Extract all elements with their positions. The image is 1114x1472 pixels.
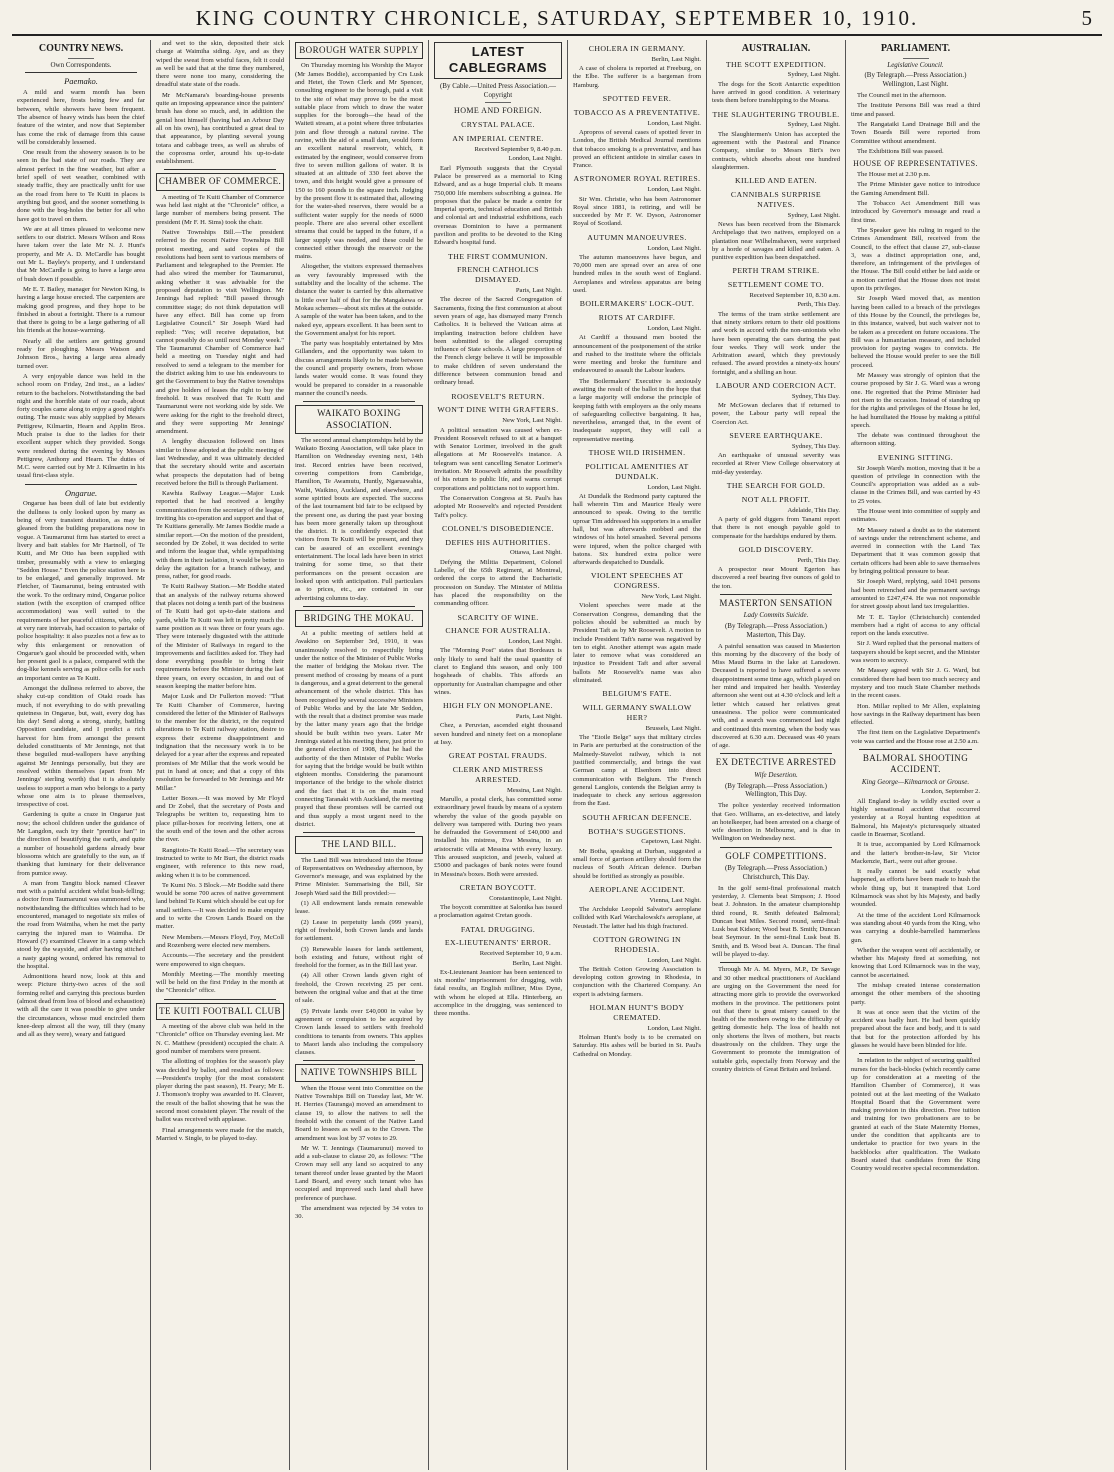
article-title: COTTON GROWING IN RHODESIA. [592, 934, 682, 954]
article-paragraph: Te Kuiti Railway Station.—Mr Boddie stated that an analysis of the railway returns showed that places not doing a tenth part of the business of Te Kuiti had got up-to-date stations and yards, while Te Kuiti was left in pretty much the same position as it was three or four years ago. They were intensely disgusted with the attitude of the Minister of Railways in regard to the improvements and facilities asked for. They had done everything possible to bring their requirements before the Minister during the last three years, on every occasion, in and out of season keeping the matter before him. [156, 583, 284, 690]
divider [25, 72, 137, 73]
article-paragraph: Violent speeches were made at the Conservation Congress, demanding that the policies should be submitted as much by President Taft as by Mr Roosevelt. A motion to include President Taft's name was negatived by ten to eight. Another attempt was again made later to remove what was considered an injustice to President Taft and after several ballots Mr Roosevelt's name was also eliminated. [573, 602, 701, 685]
article-paragraph: Native Townships Bill.—The president referred to the recent Native Townships Bill protest meeting, and said copies of the resolutions had been sent to various members of Parliament and telegraphed to the Premier. He had also wired the member for Taumarunui, asking whether it was advisable for the proposed deputation to visit Wellington. Mr Jennings had replied: "Bill passed through committee stage; do not think deputation will have any effect. Bill has come up from Legislative Council." Sir Joseph Ward had replied: "Yes; will receive deputation, but cannot possibly do so until next Monday week." The Taumarunui Chamber of Commerce had held a meeting on Tuesday night and had resolved to send a telegram to the member for the district asking him to use his endeavours to get the Government to buy the Native townships and give holders of leases the right to buy the freehold. It was resolved that Te Kuiti and Taumarunui were not working side by side. We were asking for the right to the freehold direct, and they were supporting Mr Jennings' amendment. [156, 228, 285, 436]
dateline: Berlin, Last Night. [651, 55, 701, 63]
article-paragraph: The Speaker gave his ruling in regard to the Crimes Amendment Bill, received from the Council, to the effect that clause 27, sub-clause 3, was a distinct appropriation one, and, therefore, an infringement of the privileges of the House. The Bill could either be laid aside or a motion carried that the House does not insist upon its privileges. [851, 226, 980, 293]
article-paragraph: A very enjoyable dance was held in the school room on Friday, 2nd inst., as a ladies' return to the bachelors. Notwithstanding the bad night and the horrible state of our roads, about forty couples came along to enjoy a good night's outing. The music was ably supplied by Messrs Pettigrew, Kilmartin, Hearn and Applin Bros. Much praise is due to the ladies for their excellent supper which they provided. Songs were rendered during the evening by Messrs Pettigrew, Anthony and Hearn. The duties of M.C. were carried out by Mr J. Kilmartin in his usual first-class style. [17, 372, 145, 480]
article-paragraph: The terms of the tram strike settlement are that ninety strikers return to their old positions and work in accord with the non-unionists who have been operating the cars during the past four weeks. They will work under the Arbitration award, which they previously refused. The award provides a ninety-six hours' fortnight, and a shilling an hour. [712, 310, 840, 376]
divider [903, 58, 929, 59]
byline: (By Telegraph.—Press Association.) Wellington, Last Night. [864, 71, 967, 89]
column-1 [12, 40, 151, 1470]
dateline: London, Last Night. [647, 186, 701, 194]
column-4 [429, 40, 568, 1470]
divider [859, 1053, 972, 1054]
received-line: Received September 9, 8.40 p.m. [474, 146, 562, 154]
dateline: London, Last Night. [508, 155, 562, 163]
article-paragraph: The party was hospitably entertained by Mrs Gillanders, and the opportunity was taken to discuss arrangements likely to be made between the council and property owners, from whose lands water would come. It was found they would be prepared to consider in a reasonable manner the council's needs. [295, 340, 423, 397]
article-paragraph: Mr Massey was strongly of opinion that the course proposed by Sir J. G. Ward was a wrong one. He regretted that the Prime Minister had not risen to the occasion. Instead of standing up for the rights and privileges of the House he led, he had humiliated the House by making a pitiful speech. [851, 372, 980, 429]
article-paragraph: The Boilermakers' Executive is anxiously awaiting the result of the ballot in the hope that a large majority will endorse the principle of keeping faith with employers as the only means of safeguarding collective bargaining. It has, nevertheless, arranged that, in the event of inadequate support, they will call a representative meeting. [573, 377, 701, 443]
article-title: CRYSTAL PALACE. [461, 120, 535, 130]
dateline: London, Last Night. [647, 244, 701, 252]
article-paragraph: (3) Renewable leases for lands settlement, both existing and future, without right of freehold for the former, as in the Bill last year. [295, 945, 423, 970]
article-title: CRETAN BOYCOTT. [459, 882, 537, 892]
article-subtitle: CLERK AND MISTRESS ARRESTED. [452, 765, 544, 784]
article-title: ASTRONOMER ROYAL RETIRES. [573, 174, 701, 184]
article-paragraph: Ex-Lieutenant Jeanicer has been sentenced to six months' imprisonment for drugging, with fatal results, an English milliner, Miss Dyne, with whom he eloped at Ella. Hinterberg, an accomplice in the drugging, was sentenced to three months. [434, 968, 562, 1018]
divider [720, 753, 832, 754]
article-paragraph: Nearly all the settlers are getting ground ready for ploughing. Messrs Watson and Johnson Bros., having a large area already turned over. [17, 337, 145, 370]
article-paragraph: New Members.—Messrs Floyd, Foy, McColl and Rozenberg were elected new members. [156, 933, 284, 949]
divider [720, 847, 832, 848]
article-paragraph: The House went into committee of supply and estimates. [851, 507, 980, 524]
masthead-title: KING COUNTRY CHRONICLE, SATURDAY, SEPTEMBER 10, 1910. [195, 6, 919, 30]
article-title: HIGH FLY ON MONOPLANE. [443, 701, 553, 711]
article-title: SPOTTED FEVER. [602, 94, 672, 103]
article-subtitle: EX-LIEUTENANTS' ERROR. [444, 938, 552, 948]
dateline: London, Last Night. [647, 483, 701, 491]
article-paragraph: A lengthy discussion followed on lines similar to those adopted at the public meeting of last Wednesday, and it was ultimately decided that the secretary should write and ascertain what prospects the deputation had of being received before the Bill is through Parliament. [156, 438, 284, 487]
article-paragraph: Sir Wm. Christie, who has been Astronomer Royal since 1881, is retiring, and will be succeeded by Mr F. W. Dyson, Astronomer Royal of Scotland. [573, 195, 701, 228]
dateline: London, Last Night. [647, 119, 701, 127]
article-paragraph: At Dundalk the Redmond party captured the hall wherein Tim and Maurice Healy were announced to speak. Owing to the terrific uproar Tim addressed his supporters in a smaller hall, but was afterwards mobbed and the windows of his hotel smashed. Several persons were injured, when the police charged with batons. Six hundred extra police were afterwards despatched to Dundalk. [573, 492, 702, 567]
article-paragraph: Mr Botha, speaking at Durban, suggested a small force of garrison artillery should form the nucleus of South African defence. Durban should be fortified as strongly as possible. [573, 847, 701, 880]
article-paragraph: Chez, a Peruvian, ascended eight thousand seven hundred and ninety feet on a monoplane at Issy. [434, 722, 562, 746]
article-paragraph: It really cannot be said exactly what happened, as efforts have been made to hush the whole thing up, but it transpired that Lord Kilmarnock was shot by his Majesty, and badly wounded. [851, 868, 980, 909]
article-title: VIOLENT SPEECHES AT CONGRESS. [590, 571, 684, 591]
article-paragraph: The dogs for the Scott Antarctic expedition have arrived in good condition. A veterinary tests them before transhipping to the Moana. [712, 80, 840, 105]
article-paragraph: Accounts.—The secretary and the president were empowered to sign cheques. [156, 952, 284, 968]
article-paragraph: Defying the Militia Department, Colonel Labelle, of the 65th Regiment, at Montreal, ordered the corps to attend the Eucharistic procession on Sunday. The Minister of Militia has placed the responsibility on the commanding officer. [434, 558, 562, 608]
article-title: EVENING SITTING. [877, 452, 954, 462]
article-title: BALMORAL SHOOTING ACCIDENT. [862, 753, 969, 775]
article-paragraph: The Rangataiki Land Drainage Bill and the Town Boards Bill were reported from Committee without amendment. [851, 120, 980, 145]
section-heading: COUNTRY NEWS. [38, 43, 124, 54]
article-title: HOUSE OF REPRESENTATIVES. [853, 159, 978, 169]
byline: (By Telegraph.—Press Association.) Christchurch, This Day. [724, 864, 828, 881]
page-number: 5 [1081, 6, 1094, 30]
article-paragraph: (1) All endowment lands remain renewable lease. [295, 900, 423, 916]
article-paragraph: Mr T. E. Taylor (Christchurch) contended members had a right of access to any official report on the lands executive. [851, 613, 980, 638]
article-title: COLONEL'S DISOBEDIENCE. [442, 523, 554, 533]
divider [859, 749, 972, 750]
divider [303, 832, 415, 833]
article-paragraph: A prospector near Mount Egerton has discovered a reef bearing five ounces of gold to the ton. [712, 565, 840, 590]
article-subtitle: CANNIBALS SURPRISE NATIVES. [730, 190, 822, 209]
section-heading: HOME AND FOREIGN. [454, 106, 542, 116]
article-paragraph: The Slaughtermen's Union has accepted the agreement with the Pastoral and Finance Company, similar to Messrs Birt's two contracts, which absorbs about one hundred slaughtermen. [712, 130, 840, 171]
article-title: THE SLAUGHTERING TROUBLE. [712, 109, 840, 119]
dateline: Perth, This Day. [797, 556, 840, 564]
article-paragraph: In relation to the subject of securing qualified nurses for the back-blocks (which recently came up for consideration at a meeting of the Hamilton Chamber of Commerce), it was pointed out at the last meeting of the Waikato Hospital Board that the Government were making provision in this direction. Free tuition and training for two probationers are to be granted at each of the State Maternity Homes, under the condition that applicants are to undertake to practice for two years in the backblocks after qualification. The Waikato Board stated that candidates from the King Country would receive special recommendation. [851, 1057, 980, 1173]
article-title: CHAMBER OF COMMERCE. [156, 173, 284, 190]
article-title: ROOSEVELT'S RETURN. [451, 391, 545, 401]
dateline: Paris, Last Night. [515, 287, 562, 295]
article-title: SOUTH AFRICAN DEFENCE. [582, 812, 692, 822]
article-subtitle: SETTLEMENT COME TO. [727, 280, 825, 290]
column-2 [151, 40, 290, 1470]
dateline: Sydney, Last Night. [787, 121, 840, 129]
article-paragraph: Hon. Millar replied to Mr Allen, explaining how savings in the Railway department has been effected. [851, 702, 980, 727]
article-paragraph: An earthquake of unusual severity was recorded at River View College observatory at mid-day yesterday. [712, 452, 840, 476]
article-subtitle: RIOTS AT CARDIFF. [598, 313, 676, 323]
article-subtitle: WILL GERMANY SWALLOW HER? [582, 703, 692, 722]
article-subtitle: NOT ALL PROFIT. [741, 494, 811, 504]
article-title: GOLF COMPETITIONS. [725, 850, 827, 861]
article-paragraph: Sir Joseph Ward's motion, moving that it be a question of privilege in connection with the Council's appropriation was added as a sub-clause in the Crimes Bill, and was carried by 43 to 25 votes. [851, 464, 980, 505]
article-paragraph: Mr W. T. Jennings (Taumarunui) moved to add a sub-clause to clause 20, as follows: "The Crown may sell any land so acquired to any tenant thereof under lease granted by the Maori Land Board, and every such tenant who has occupied and improved such land shall have preference of purchase. [295, 1144, 423, 1202]
dateline: London, Last Night. [508, 638, 562, 646]
article-title: KILLED AND EATEN. [735, 176, 817, 186]
article-paragraph: The Council met in the afternoon. [857, 92, 947, 100]
article-paragraph: When the House went into Committee on the Native Townships Bill on Tuesday last, Mr W. H. Herries (Tauranga) moved an amendment to clause 19, to allow the natives to sell the freehold with the consent of the Native Land Board to lessees as well as to the Crown. The amendment was lost by 37 votes to 29. [295, 1084, 423, 1142]
article-title: SCARCITY OF WINE. [457, 612, 539, 622]
article-paragraph: Mr McNamara's boarding-house presents quite an imposing appearance since the painters' brush has done so much, and, in addition the genial host himself (having had an Arbour Day all on his own), has contributed a great deal to that appearance, by planting several young totara and cabbage trees, as well as shrubs of the coprosma order, around his up-to-date establishment. [156, 91, 284, 166]
section-subheading: Own Correspondents. [50, 60, 112, 69]
article-paragraph: The Land Bill was introduced into the House of Representatives on Wednesday afternoon, by Governor's message, and was explained by the Prime Minister. Summarising the Bill, Sir Joseph Ward said the Bill provided:— [295, 856, 423, 897]
article-title: CHOLERA IN GERMANY. [588, 44, 686, 53]
article-paragraph: (4) All other Crown lands given right of freehold, the Crown receiving 25 per cent. between the original value and that at the time of sale. [295, 972, 423, 1005]
dateline: London, Last Night. [647, 1024, 701, 1032]
divider [164, 169, 276, 170]
article-paragraph: The British Cotton Growing Association is developing cotton growing in Rhodesia, in conjunction with the Chartered Company. An expert is advising farmers. [573, 965, 701, 998]
article-title: SEVERE EARTHQUAKE. [729, 431, 823, 440]
article-title: EX DETECTIVE ARRESTED [715, 757, 837, 768]
article-subtitle: WON'T DINE WITH GRAFTERS. [437, 405, 559, 415]
article-title: FATAL DRUGGING. [460, 924, 536, 934]
article-title: THOSE WILD IRISHMEN. [588, 448, 686, 458]
article-title: Legislative Council. [887, 60, 944, 69]
article-title: BOROUGH WATER SUPPLY [295, 42, 423, 59]
section-heading: PARLIAMENT. [880, 43, 951, 54]
dateline: Brussels, Last Night. [645, 724, 701, 732]
article-paragraph: (5) Private lands over £40,000 in value by agreement or compulsion to be acquired by Crown lands lessed to settlers with freehold conditions to tenants from owners. This applies to Maori lands also including the compulsory clauses. [295, 1007, 423, 1057]
article-paragraph: Letter Boxes.—It was moved by Mr Floyd and Dr Zobel, that the secretary of Posts and Telegraphs be written to, requesting him to place pillar-boxes for receiving letters, one at the south end of the town and the other across the river. [156, 794, 284, 844]
article-paragraph: A meeting of the above club was held in the "Chronicle" office on Thursday evening last. Mr N. C. Matthew (president) occupied the chair. A good number of members were present. [156, 1023, 284, 1055]
article-paragraph: The Exhibitions Bill was passed. [857, 147, 944, 155]
dateline: Sydney, This Day. [791, 392, 840, 400]
article-title: GREAT POSTAL FRAUDS. [448, 751, 548, 761]
article-paragraph: Monthly Meeting.—The monthly meeting will be held on the first Friday in the month at the "Chronicle" office. [156, 970, 284, 995]
dateline: Ottawa, Last Night. [509, 549, 562, 557]
dateline: New York, Last Night. [641, 593, 701, 601]
divider [68, 58, 94, 59]
dateline: Sydney, This Day. [791, 442, 840, 450]
article-subtitle: FRENCH CATHOLICS DISMAYED. [457, 265, 539, 285]
article-subtitle: King George—Kilmarnock or Grouse. [861, 777, 970, 786]
dateline: Sydney, Last Night. [787, 71, 840, 79]
article-paragraph: Kawhia Railway League.—Major Lusk reported that he had received a lengthy communication from the secretary of the league, inviting his co-operation and support and that of Te Kuitians generally. Mr James Boddie made a similar report.—On the motion of the president, seconded by Dr Zobel, it was decided to write and inform the league that, while sympathising with them in their isolation, it would be better to delay the agitation for a branch railway, and press, rather, for good roads. [156, 490, 284, 581]
column-5 [568, 40, 707, 1470]
article-subtitle: BOTHA'S SUGGESTIONS. [588, 826, 686, 836]
article-paragraph: Final arrangements were made for the match, Married v. Single, to be played to-day. [156, 1126, 284, 1142]
article-paragraph: Mr E. T. Bailey, manager for Newton King, is having a large house erected. The carpenters are making good progress, and they hope to be finished in about a fortnight. There is a rumour that there is going to be a large gathering of all his friends at the house-warming. [17, 285, 145, 335]
article-title: PERTH TRAM STRIKE. [732, 266, 820, 276]
article-paragraph: Through Mr A. M. Myers, M.P., Dr Savage and 30 other medical practitioners of Auckland are urging on the Government the need for attracting more girls to provide the overworked mothers in the province. The petitioners point out that there is great misery caused to the health of the mothers owing to the difficulty of getting domestic help. The loss of health not only shortens the lives of mothers, but reacts disastrously on the children. They urge the Government to promote the immigration of suitable girls, especially from Norway and the country districts of Great Britain and Ireland. [712, 966, 840, 1073]
dateline: Sydney, Last Night. [787, 211, 840, 219]
article-paragraph: At a public meeting of settlers held at Awakino on September 3rd, 1910, it was unanimously resolved to respectfully bring under the notice of the Minister of Public Works the matter of bridging the Mokau river. The present method of crossing by means of a punt is dangerous, and a great deterrent to the general advancement of the whole district. This has been recognised by several successive Ministers of Public Works and by the late Mr Seddon, with the result that a distinct promise was made by the latter many years ago that the bridge should be built within two years. Later Mr Jennings stated at his meeting there, just prior to the general election of 1908, that he had the authority of the then Minister of Public Works for saying that the bridge would be built within eighteen months. Considering the paramount importance of the bridge to the whole district and the fact that it is on the main road connecting Taranaki with Auckland, the meeting prayed that these promises will be carried out and thus supply a most urgent need to the district. [295, 630, 423, 828]
column-6 [707, 40, 846, 1470]
article-paragraph: The Prime Minister gave notice to introduce the Gaming Amendment Bill. [851, 181, 980, 197]
dateline: Adelaide, This Day. [787, 506, 840, 514]
article-paragraph: All England to-day is wildly excited over a highly sensational accident that occurred yesterday at a Royal hunting expedition at Balmoral, his Majesty's picturesquely situated castle in Braemar, Scotland. [851, 797, 980, 838]
article-title: GOLD DISCOVERY. [738, 544, 814, 554]
article-paragraph: Apropros of several cases of spotted fever in London, the British Medical Journal mentions that tobacco smoking is a preventative, and has proved an efficient antidote in similar cases in France. [573, 128, 701, 170]
article-paragraph: Marullo, a postal clerk, has committed some extraordinary jewel frauds by means of a system whereby the value of the goods payable on delivery was tampered with. During two years he defrauded the Government of £40,000 and installed his mistress, Eva Messina, in an aristocratic villa at Messina with every luxury. This aroused suspicion, and jewels, valued at £5000 and packages of bank notes were found in Messina's boxes. Both were arrested. [434, 795, 562, 878]
article-title: TE KUITI FOOTBALL CLUB [156, 1003, 284, 1020]
article-paragraph: Mr Massey raised a doubt as to the statement of savings under the retrenchment scheme, and averred in connection with the Land Tax Department that it was common gossip that certain officers had been able to save themselves by bringing political pressure to bear. [851, 526, 980, 576]
article-paragraph: Mr Massey agreed with Sir J. G. Ward, but considered there had been too much secrecy and mystery and too much State Chamber methods in the recent cases. [851, 667, 980, 700]
received-line: Received September 10, 9 a.m. [479, 950, 562, 958]
article-paragraph: The amendment was rejected by 34 votes to 30. [295, 1204, 423, 1221]
article-paragraph: and wet to the skin, deposited their sick charge at Waimiha siding. Aye, and as they wiped the sweat from wistful faces, felt it could as well be said that at the time they numbered, there were none too many, considering the dreadful state state of the roads. [156, 40, 284, 89]
article-paragraph: News has been received from the Bismarck Archipelago that two natives, employed on a plantation near Wilhelmshaven, were surprised by a horde of savages and killed and eaten. A punitive expedition has been despatched. [712, 220, 840, 262]
article-title: AUTUMN MANOEUVRES. [587, 232, 687, 242]
article-paragraph: A man from Tangitu block named Cleaver met with a painful accident whilst bush-felling; a doctor from Taumarunui was summoned who, notwithstanding the difficulties which had to be encountered, managed to negotiate six miles of the road from Waimiha, when he met the party carrying the injured man to Waimiha. Dr Howard (?) examined Cleaver in a camp which stood by the wayside, and after having stitched a nasty gaping wound, ordered his removal to the hospital. [17, 879, 145, 970]
article-paragraph: Earl Plymouth suggests that the Crystal Palace be preserved as a memorial to King Edward, and as a huge Imperial club. It means 750,000 life members subscribing a guinea. He proposes that the palace be made a centre for Imperial sports, technical education and British and colonial art and industrial exhibitions, each overseas Dominion to have a permanent pavilion and profits to be devoted to the King Edward's hospital fund. [434, 164, 562, 247]
article-title: THE LAND BILL. [295, 836, 423, 853]
article-subtitle: Wife Desertion. [754, 770, 798, 779]
article-paragraph: The "Morning Post" states that Bordeaux is only likely to send half the usual quantity of claret to England this season, and only 100 hogsheads of chablis. This affords an opportunity for Australian champagne and other wines. [434, 647, 562, 696]
divider [303, 606, 415, 607]
divider [303, 401, 415, 402]
divider [164, 999, 276, 1000]
article-title: MASTERTON SENSATION [719, 597, 833, 608]
divider [25, 484, 137, 485]
article-paragraph: The boycott committee at Salonika has issued a proclamation against Cretan goods. [434, 904, 562, 920]
article-paragraph: The Tobacco Act Amendment Bill was introduced by Governor's message and read a first time. [851, 200, 980, 224]
article-title: THE FIRST COMMUNION. [448, 251, 548, 261]
article-paragraph: (2) Lease in perpetuity lands (999 years), right of freehold, both Crown lands and lands for settlement. [295, 918, 423, 943]
dateline: Messina, Last Night. [507, 786, 562, 794]
byline: (By Cable.—United Press Association.—Copyright [439, 81, 557, 99]
divider [720, 594, 832, 595]
article-paragraph: It is true, accompanied by Lord Kilmarnock and the latter's brother-in-law, Sir Victor Mackenzie, Bart., were out after grouse. [851, 841, 980, 865]
divider [720, 962, 832, 963]
article-paragraph: A case of cholera is reported at Freeburg, on the Elbe. The sufferer is a bargeman from Hamburg. [573, 65, 701, 89]
article-paragraph: We are at all times pleased to welcome new settlers to our district. Messrs Wilson and Ross have taken over the late Mr N. J. Hunt's property, and Mr A. D. McCardle has bought out Mr L. Bayley's property, and I understand that Mr McCardle is going to have a large area of bush down if possible. [17, 225, 145, 283]
article-paragraph: A painful sensation was caused in Masterton this morning by the discovery of the body of Miss Maud Burns in the lake at Lansdown. Deceased is reported to have suffered a severe disappointment some time ago, which played on her mind and impaired her health. Yesterday afternoon she went out at 4.30 o'clock and left a letter which caused her relatives great uneasiness. The police were communicated with, and a search was commenced last night and continued this morning, when the body was discovered at 6.30 a.m. Deceased was 40 years of age. [712, 642, 840, 750]
article-title: LABOUR AND COERCION ACT. [715, 381, 837, 390]
article-subtitle: TOBACCO AS A PREVENTATIVE. [573, 107, 701, 117]
article-paragraph: The House met at 2.30 p.m. [857, 171, 931, 179]
article-paragraph: A political sensation was caused when ex-President Roosevelt refused to sit at a banquet with Senator Lorimer, involved in the graft allegations at Mr Roosevelt's instance. A telegram was sent cancelling Senator Lorimer's invitation. Mr Roosevelt admits the possibility of his return to public life, and warns corrupt corporations and politicians not to support him. [434, 426, 562, 492]
article-title: NATIVE TOWNSHIPS BILL [295, 1064, 423, 1081]
article-paragraph: Rangitoto-Te Kuiti Road.—The secretary was instructed to write to Mr Burt, the district roads engineer, with reference to this new road, asking when it is to be commenced. [156, 846, 284, 879]
article-paragraph: The mishap created intense consternation amongst the other members of the shooting party. [851, 982, 980, 1006]
column-7 [846, 40, 985, 1470]
divider [303, 1060, 415, 1061]
article-title: BOILERMAKERS' LOCK-OUT. [579, 299, 695, 309]
article-paragraph: At Cardiff a thousand men booted the announcement of the postponement of the strike and rushed to the institute where the officials were meeting and broke the furniture and endeavoured to assault the Labour leaders. [573, 334, 701, 375]
dateline: Capetown, Last Night. [641, 838, 701, 846]
article-subtitle: DEFIES HIS AUTHORITIES. [445, 537, 551, 547]
article-paragraph: The autumn manoeuvres have begun, and 70,000 men are spread over an area of one hundred miles in the south west of England. Aeroplanes and wireless apparatus are being used. [573, 253, 701, 294]
article-title: WAIKATO BOXING ASSOCIATION. [295, 405, 423, 434]
article-paragraph: One result from the showery season is to be seen in the bad state of our roads. They are almost perfect in the fine weather, but after a brief spell of wet weather, combined with steady traffic, they are practically unfit for use as the road from here to Te Kuiti in places is anything but good, and the sooner something is done with the bog-holes the better for all who have got to travel on them. [17, 149, 145, 223]
article-subtitle: AN IMPERIAL CENTRE. [452, 134, 544, 144]
article-paragraph: Admonitions heard now, look at this and weep: Picture thirty-two acres of the soil forming relief and carrying this precious burden (almost dead from loss of blood and exhaustion) with all the care it was possible to give under the circumstances, whose mud encircled them knee-deep almost all the way, till they (many and all as they were), weary and fatigued [17, 973, 145, 1039]
dateline: London, September 2. [921, 788, 980, 796]
article-paragraph: The Institute Persons Bill was read a third time and passed. [851, 102, 980, 118]
article-title: BELGIUM'S FATE. [602, 689, 672, 699]
article-paragraph: The police yesterday received information that Geo. Williams, an ex-detective, and lately an hotelkeeper, had been arrested on a charge of wife desertion in Melbourne, and is due in Wellington on Wednesday next. [712, 802, 840, 843]
article-title: HOLMAN HUNT'S BODY CREMATED. [589, 1003, 685, 1022]
article-paragraph: Gardening is quite a craze in Ongarue just now; the school children under the guidance of Mr Langdon, each try their "prentice han'" in the direction of beautifying the earth, and quite a number of household gardens already bear blossoms which are gratefully to the sun, as if thanking that luminary for their deliverance from pumice sway. [17, 811, 145, 877]
article-paragraph: The "Etoile Belge" says that military circles in Paris are perturbed at the construction of the Malmedy-Stavelot railway, which is not justified commercially, and brings the vast German camp at Elsenborn into direct communication with Belgium. The French general Langlois, contends the Belgian army is inadequate to check any serious aggression from the East. [573, 734, 701, 808]
article-paragraph: Sir J. Ward replied that the personal matters of taxpayers should be kept secret, and the Minister was sworn to secrecy. [851, 640, 980, 665]
received-line: Received September 10, 8.30 a.m. [749, 292, 840, 300]
article-paragraph: The Archduke Leopold Salvator's aeroplane collided with Karl Warchalowski's aeroplane, at Neustadt. The latter had his thigh fractured. [573, 906, 701, 930]
article-subtitle: CHANCE FOR AUSTRALIA. [445, 626, 551, 636]
article-paragraph: Altogether, the visitors expressed themselves as very favourably impressed with the suitability and the locality of the scheme. The distance the water is carried by this alternative is little over half of that for the Mangakewa or Mokau schemes—about six miles at the outside. A sample of the water has been taken, and to the naked eye, appears excellent. It has been sent to the Government analyst for his report. [295, 263, 423, 337]
article-title: AEROPLANE ACCIDENT. [588, 884, 686, 894]
article-paragraph: Sir Joseph Ward moved that, as mention having been called to a breach of the privileges of this House by the Council, the privileges be, in this instance, waived, but such waiver not to be taken as a precedent on future occasions. The Bill was a humanitarian measure, and included provision for paying wages to convicts. He believed the House would prefer to see the Bill proceed. [851, 295, 980, 369]
article-title: THE SEARCH FOR GOLD. [726, 481, 826, 490]
dateline: Berlin, Last Night. [512, 959, 562, 967]
article-subtitle: POLITICAL AMENITIES AT DUNDALK. [585, 461, 689, 481]
dateline: Constantinople, Last Night. [489, 894, 562, 902]
article-title: Paemako. [64, 76, 98, 87]
article-paragraph: Major Lusk and Dr Fullerton moved: "That Te Kuiti Chamber of Commerce, having considered the letter of the Minister of Railways to the member for the district, re the required alterations to Te Kuiti railway station, desire to express their extreme disappointment and indignation that the necessary work is to be delayed for a year after the express and repeated promises of Mr Millar that the work would be put in hand at once; and that a copy of this resolution be forwarded to Mr Jennings and Mr Millar." [156, 693, 284, 792]
byline: (By Telegraph.—Press Association.) Wellington, This Day. [724, 781, 828, 799]
article-paragraph: Ongarue has been dull of late but evidently the dullness is only looked upon by many as being of very transient duration, as may be gleaned from the building preparations now in vogue. A Taumarunui firm has started to erect a livery and bait stables for Mr Hartnoll, of Te Kuiti, and Mr Otto has been supplied with timber, presumably with a view to enlarging "Seddon House." Even the police station here is to be enlarged, and generally improved. Mr Fletcher, of Taumarunui, being entrusted with the work. To the ordinary mind, Ongarue police station (with the exception of cramped office accommodation) was well suited to the requirements of her peaceful citizens, who, only at very rare intervals, had occasion to partake of police hospitality: it also puzzles not a few as to why this enlargement or renovation of Ongarue's gaol should be proceeded with, when her present gaol is a palace, compared with the dog-like kennels serving as police cells for such an important centre as Te Kuiti. [17, 500, 145, 682]
dateline: Paris, Last Night. [515, 713, 562, 721]
article-paragraph: A party of gold diggers from Tanami report that there is not enough payable gold to compensate for the hardships endured by them. [712, 515, 840, 540]
article-paragraph: Amongst the dullness referred to above, the shaky cut-up condition of Otaki roads has much, if not everything to do with prevailing quietness in Ongarue, but, wait, every dog has his day! Send along a strong, sturdy, battling Opposition candidate, and I predict a rich harvest for him from amongst the present deluded constituents of Mr Jennings, not that these beguiled mud-wallopers have anything against Mr Jennings personally, but they are resolved within themselves (apart from Mr Jennings' sterling worth) that it is absolutely useless to support a man who belongs to a party whose one aim is to please themselves, irrespective of cost. [17, 685, 145, 809]
article-paragraph: Mr McGowan declares that if returned to power, the Labour party will repeal the Coercion Act. [712, 402, 840, 426]
article-title: BRIDGING THE MOKAU. [295, 610, 423, 627]
divider [485, 102, 511, 103]
article-paragraph: Holman Hunt's body is to be cremated on Saturday. His ashes will be buried in St. Paul's Cathedral on Monday. [573, 1033, 701, 1058]
section-heading: AUSTRALIAN. [741, 43, 811, 54]
article-paragraph: The decree of the Sacred Congregation of Sacraments, fixing the first communion at about seven years of age, has dismayed many French Catholics. It is believed the Vatican aims at implanting instruction before children have been submitted to the alleged corrupting influence of State schools. A large proportion of the French clergy believe it will be impossible to make children of seven understand the difference between communion bread and ordinary bread. [434, 296, 562, 387]
article-paragraph: Sir Joseph Ward, replying, said 1041 persons had been retrenched and the permanent savings amounted to £247,474. He was not responsible for street gossip about land tax irregularities. [851, 578, 980, 611]
article-paragraph: Te Kumi No. 3 Block.—Mr Boddie said there would be some 700 acres of native government land behind Te Kumi which should be cut up for small settlers.—It was decided to make enquiry and to write the Crown Lands Board on the matter. [156, 881, 284, 931]
article-title: THE SCOTT EXPEDITION. [725, 59, 827, 69]
article-paragraph: The second annual championships held by the Waikato Boxing Association, will take place in Hamilton on Wednesday evening next, 14th inst. Record entries have been received, covering competitors from Cambridge, Hamilton, Te Awamutu, Huntly, Ngaruawahia, Waihi, Waikino, Auckland, and elsewhere, and some spirited bouts are expected. The success of the last tournament bid fair to be eclipsed by the present one, as during the past year boxing has been more generally taken up throughout the district. It is confidently expected that visitors from Te Kuiti will be present, and they can be assured of an excellent evening's entertainment. The local lads have been in strict training for some time, so that their performances on the present occasion are looked upon with anticipation. Full particulars as to prices, etc., are contained in our advertising columns to-day. [295, 436, 423, 602]
cablegrams-banner: LATEST CABLEGRAMS [434, 42, 562, 79]
article-paragraph: The debate was continued throughout the afternoon sitting. [851, 432, 980, 448]
masthead [12, 6, 1102, 36]
article-paragraph: In the golf semi-final professional match yesterday, J. Clements beat Simpson; J. Hood beat J. Johnston. In the amateur championship third round, R. Smith defeated Balmoral; Duncan beat Miles. Second round, semi-final: Lusk beat Kidson; Wood beat B. Smith; Duncan beat Seymour. In the semi-final Lusk beat B. Smith, and B. Wood beat A. Duncan. The final will be played to-day. [712, 884, 840, 959]
article-title: Ongarue. [64, 487, 98, 498]
article-paragraph: On Thursday morning his Worship the Mayor (Mr James Boddie), accompanied by Crs Lusk and Hetet, the Town Clerk and Mr Spencer, consulting engineer to the borough, paid a visit to the site of what may prove to be the most suitable place from which to draw the water supplies for the borough—the head of the Waiteti stream, at a point where three tributaries join and flow through a natural ravine. The ravine, with the aid of a small dam, would form an excellent natural reservoir, which, it estimated by the engineer, would conserve from five to seven million gallons of water. It is situated at an altitude of 330 feet above the town, and this height would give a pressure of 150 to 160 pounds to the square inch. Judging by the present flow it is estimated that, allowing for the water-shed reserves, there would be a sufficient water supply for the needs of 6000 people. There are also several other excellent streams that could be tapped in the future, if a larger supply was needed, and these could be connected either through the reservoir or the mains. [295, 62, 423, 261]
article-paragraph: A meeting of Te Kuiti Chamber of Commerce was held last night at the "Chronicle" office, a large number of members being present. The president (Mr F. H. Sims) took the chair. [156, 193, 284, 226]
article-paragraph: The Conservation Congress at St. Paul's has adopted Mr Roosevelt's and rejected President Taft's policy. [434, 494, 562, 519]
dateline: London, Last Night. [647, 956, 701, 964]
dateline: Perth, This Day. [797, 301, 840, 309]
article-paragraph: It was at once seen that the victim of the accident was badly hurt. He had been quickly prepared about the face and body, and it is said that but for the protection afforded by his glasses he would have been blinded for life. [851, 1008, 980, 1050]
article-paragraph: Whether the weapon went off accidentally, or whether his Majesty fired at something, not knowing that Lord Kilmarnock was in the way, cannot be ascertained. [851, 946, 980, 979]
column-3 [290, 40, 429, 1470]
article-paragraph: At the time of the accident Lord Kilmarnock was standing about 40 yards from the King, who was carrying a double-barrelled hammerless gun. [851, 911, 980, 944]
byline: (By Telegraph.—Press Association.) Masterton, This Day. [724, 621, 828, 639]
dateline: New York, Last Night. [502, 417, 562, 425]
article-paragraph: The allotting of trophies for the season's play was decided by ballot, and resulted as follows:—President's trophy (for the most consistent player during the past season), H. Feary; Mr E. J. Thomson's trophy was awarded to H. Cleaver, the result of the ballot showing that he was the second most consistent player. The result of the ballot was received with applause. [156, 1058, 284, 1124]
article-subtitle: Lady Commits Suicide. [743, 611, 809, 620]
dateline: London, Last Night. [647, 324, 701, 332]
dateline: Vienna, Last Night. [649, 896, 701, 904]
columns [12, 40, 1102, 1470]
article-paragraph: The first item on the Legislative Department's vote was carried and the House rose at 2.50 a.m. [851, 729, 980, 745]
article-paragraph: A mild and warm month has been experienced here, frosts being few and far between, while showers have been frequent. The absence of heavy winds has been the chief feature of the winter, and now that September has come the risk of damage from this cause will be considerably lessened. [17, 89, 145, 146]
